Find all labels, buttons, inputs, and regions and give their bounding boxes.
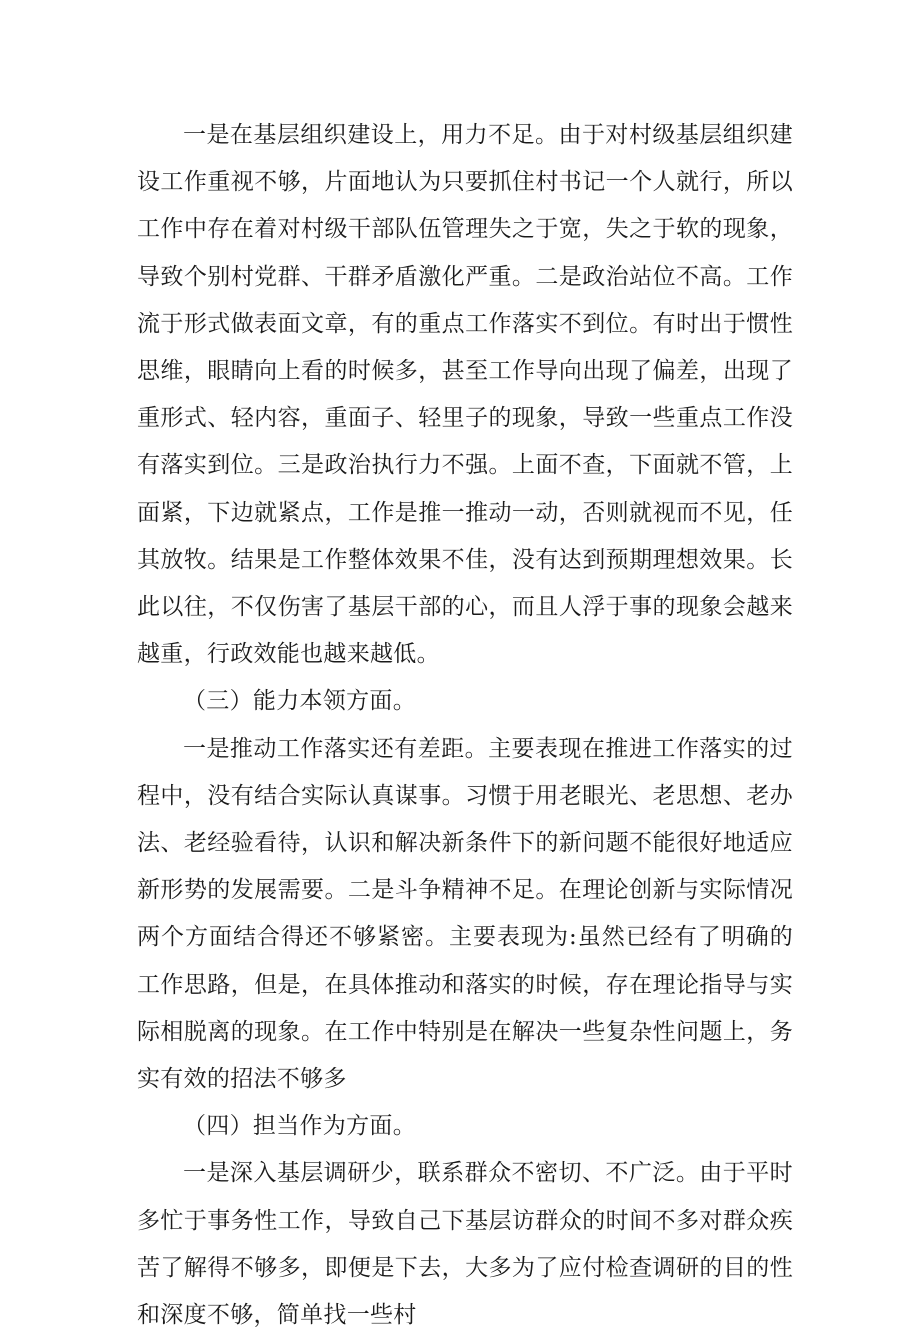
- section-heading-ability: （三）能力本领方面。: [183, 688, 416, 715]
- section-heading-responsibility: （四）担当作为方面。: [183, 1113, 416, 1140]
- paragraph-grassroots-organization: 一是在基层组织建设上，用力不足。由于对村级基层组织建设工作重视不够，片面地认为只要抓住村书记一个人就行，所以工作中存在着对村级干部队伍管理失之于宽，失之于软的现象，导致个别村党群、干群矛盾激化严重。二是政治站位不高。工作流于形式做表面文章，有的重点工作落实不到位。有时出于惯性思维，眼睛向上看的时候多，甚至工作导向出现了偏差，出现了重形式、轻内容，重面子、轻里子的现象，导致一些重点工作没有落实到位。三是政治执行力不强。上面不查，下面就不管，上面紧，下边就紧点，工作是推一推动一动，否则就视而不见，任其放牧。结果是工作整体效果不佳，没有达到预期理想效果。长此以往，不仅伤害了基层干部的心，而且人浮于事的现象会越来越重，行政效能也越来越低。: [137, 122, 793, 668]
- document-body: [137, 112, 793, 1339]
- paragraph-work-implementation: 一是推动工作落实还有差距。主要表现在推进工作落实的过程中，没有结合实际认真谋事。习惯于用老眼光、老思想、老办法、老经验看待，认识和解决新条件下的新问题不能很好地适应新形势的发展需要。二是斗争精神不足。在理论创新与实际情况两个方面结合得还不够紧密。主要表现为:虽然已经有了明确的工作思路，但是，在具体推动和落实的时候，存在理论指导与实际相脱离的现象。在工作中特别是在解决一些复杂性问题上，务实有效的招法不够多: [137, 735, 793, 1093]
- paragraph-grassroots-research: 一是深入基层调研少，联系群众不密切、不广泛。由于平时多忙于事务性工作，导致自己下基层访群众的时间不多对群众疾苦了解得不够多，即便是下去，大多为了应付检查调研的目的性和深度不够，简单找一些村: [137, 1160, 793, 1329]
